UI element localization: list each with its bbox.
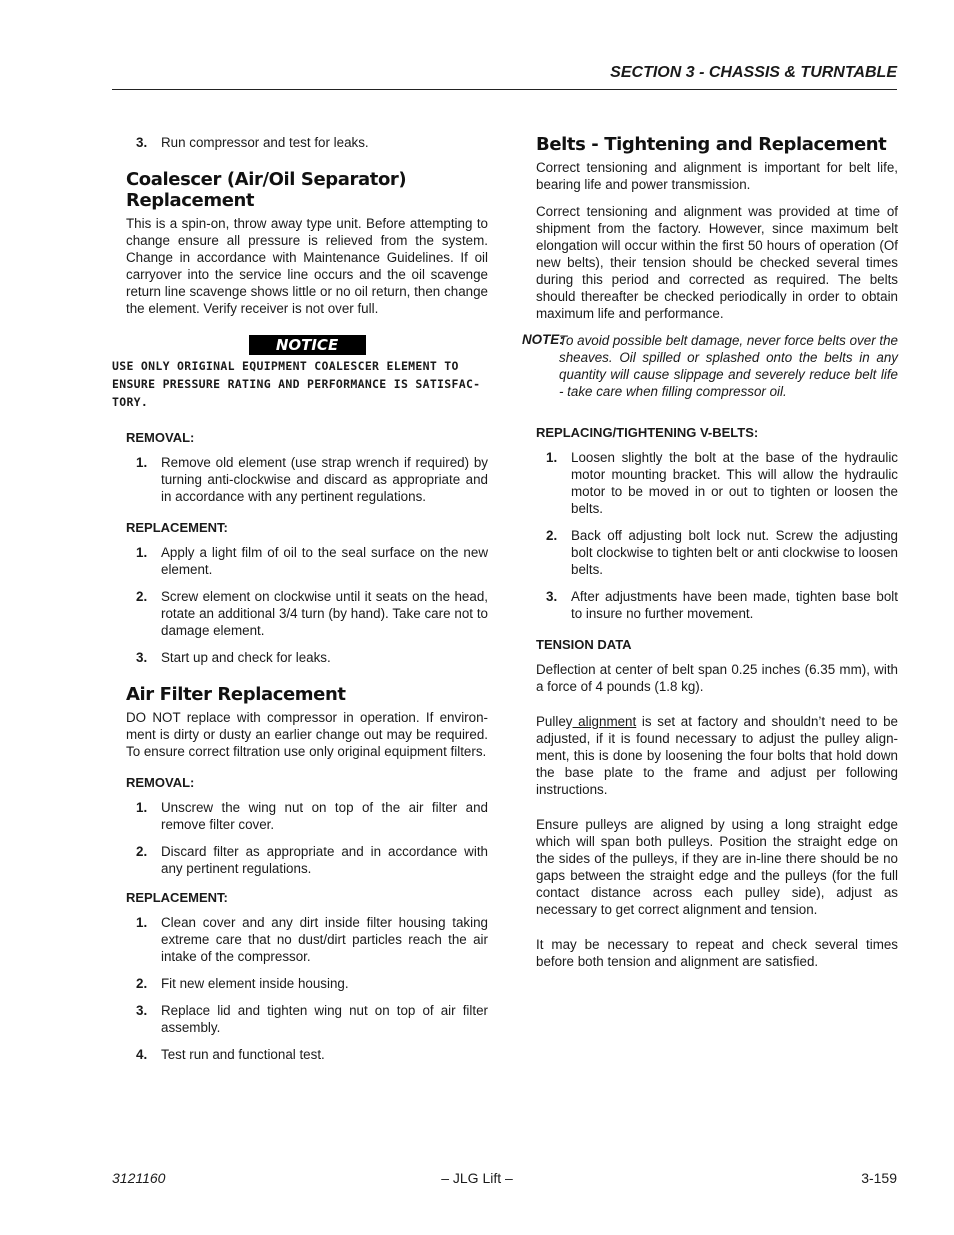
repeat-paragraph: It may be necessary to repeat and check several times before both tension and alignment are satisfied. [536,937,898,969]
pulley-paragraph [536,713,898,798]
removal-label: REMOVAL: [126,430,195,445]
list-item [126,544,488,578]
step-number: 1. [546,450,558,465]
header-rule [112,89,897,90]
notice-badge: NOTICE [249,335,366,355]
tension-text: Deflection at center of belt span 0.25 inches (6.35 mm), with a force of 4 pounds (1.8 kg). [536,662,898,694]
step-number: 1. [136,455,148,470]
list-item [126,975,488,992]
note-block [522,332,898,400]
list-item [126,914,488,965]
page-header-title: SECTION 3 - CHASSIS & TURNTABLE [610,64,897,81]
list-item [126,134,488,151]
belts-para-2: Correct tensioning and alignment was provided at time of shipment from the factory. However, since maximum belt elongation will occur within the first 50 hours of operation (Of new belts), their tension should be checked several times during this period and corrected as required. The belts should thereafter be checked periodically in order to obtain maximum life and performance. [536,204,898,321]
step-number: 1. [136,915,148,930]
tension-label: TENSION DATA [536,637,632,652]
coalescer-body: This is a spin-on, throw away type unit. Before attempting to change ensure all pressure is relieved from the system. Change in accordance with Maintenance Guidelines. If oil carryover into the service line occurs and the oil scavenge return line scavenge shows little or no oil return, then change the element. Verify receiver is not over full. [126,216,488,316]
alignment-link[interactable]: alignment [572,714,637,729]
belts-para-1: Correct tensioning and alignment is important for belt life, bearing life and power transmission. [536,160,898,192]
pulley-post: is set at factory and shouldn’t need to be adjusted, if it is found necessary to adjust the pulley align-ment, this is done by loosening the four bolts that hold down the base plate to the frame and adjust per following instructions. [536,714,898,797]
note-label: NOTE: [522,332,564,347]
step-text: Apply a light film of oil to the seal surface on the new element. [161,545,488,577]
step-text: Screw element on clockwise until it seats on the head, rotate an additional 3/4 turn (by hand). Take care not to damage element. [161,589,488,638]
notice-text: USE ONLY ORIGINAL EQUIPMENT COALESCER ELEMENT TO ENSURE PRESSURE RATING AND PERFORMANCE IS SATISFAC-TORY. [112,359,481,409]
note-text: To avoid possible belt damage, never force belts over the sheaves. Oil spilled or splashed onto the belts in any quantity will cause slippage and severely reduce belt life - take care when filling compressor oil. [559,333,898,399]
ensure-paragraph: Ensure pulleys are aligned by using a long straight edge which will span both pulleys. Position the straight edge on the sides of the pulleys, if they are in-line there should be no gaps between the straight edge and the pulleys (for the full contact distance across each pulley side), adjust as necessary to get correct alignment and tension. [536,817,898,917]
step-text: Clean cover and any dirt inside filter housing taking extreme care that no dust/dirt particles reach the air intake of the compressor. [161,915,488,964]
replacement-label: REPLACEMENT: [126,890,228,905]
list-item [126,1002,488,1036]
step-number: 2. [136,976,148,991]
step-number: 1. [136,545,148,560]
footer-doc-number: 3121160 [112,1170,166,1186]
footer-page-number: 3-159 [861,1170,897,1186]
step-number: 1. [136,800,148,815]
step-text: Loosen slightly the bolt at the base of the hydraulic motor mounting bracket. This will allow the hydraulic motor to be moved in or out to tighten or loosen the belts. [571,450,898,516]
step-text: Back off adjusting bolt lock nut. Screw the adjusting bolt clockwise to tighten belt or anti clockwise to loosen belts. [571,528,898,577]
step-number: 2. [136,589,148,604]
pulley-pre: Pulley [536,714,573,729]
list-item [126,588,488,639]
step-text: Test run and functional test. [161,1047,325,1062]
left-column [112,134,488,1063]
removal-label: REMOVAL: [126,775,195,790]
list-item [536,588,898,622]
step-text: After adjustments have been made, tighten base bolt to insure no further movement. [571,589,898,621]
step-number: 3. [136,1003,148,1018]
list-item [126,799,488,833]
list-item [126,1046,488,1063]
notice-block [112,335,488,411]
step-number: 2. [136,844,148,859]
step-number: 3. [546,589,558,604]
step-number: 4. [136,1047,148,1062]
footer-center: – JLG Lift – [441,1170,513,1186]
step-text: Start up and check for leaks. [161,650,331,665]
air-filter-heading: Air Filter Replacement [126,684,346,705]
belts-heading: Belts - Tightening and Replacement [536,134,887,155]
step-text: Run compressor and test for leaks. [161,135,369,150]
coalescer-heading: Coalescer (Air/Oil Separator) Replacement [126,169,407,211]
air-filter-body: DO NOT replace with compressor in operation. If environ-ment is dirty or dusty an earlier change out may be required. To ensure correct filtration use only original equipment filters. [126,710,488,759]
replacing-label: REPLACING/TIGHTENING V-BELTS: [536,425,759,440]
list-item [536,527,898,578]
replacement-label: REPLACEMENT: [126,520,228,535]
list-item [126,454,488,505]
step-number: 3. [136,650,148,665]
step-text: Remove old element (use strap wrench if required) by turning anti-clockwise and discard as appropriate and in accordance with any pertinent regulations. [161,455,488,504]
step-number: 3. [136,135,148,150]
list-item [126,843,488,877]
step-number: 2. [546,528,558,543]
step-text: Unscrew the wing nut on top of the air filter and remove filter cover. [161,800,488,832]
step-text: Replace lid and tighten wing nut on top of air filter assembly. [161,1003,488,1035]
list-item [536,449,898,517]
step-text: Fit new element inside housing. [161,976,349,991]
right-column [522,134,898,970]
list-item [126,649,488,666]
step-text: Discard filter as appropriate and in accordance with any pertinent regulations. [161,844,488,876]
